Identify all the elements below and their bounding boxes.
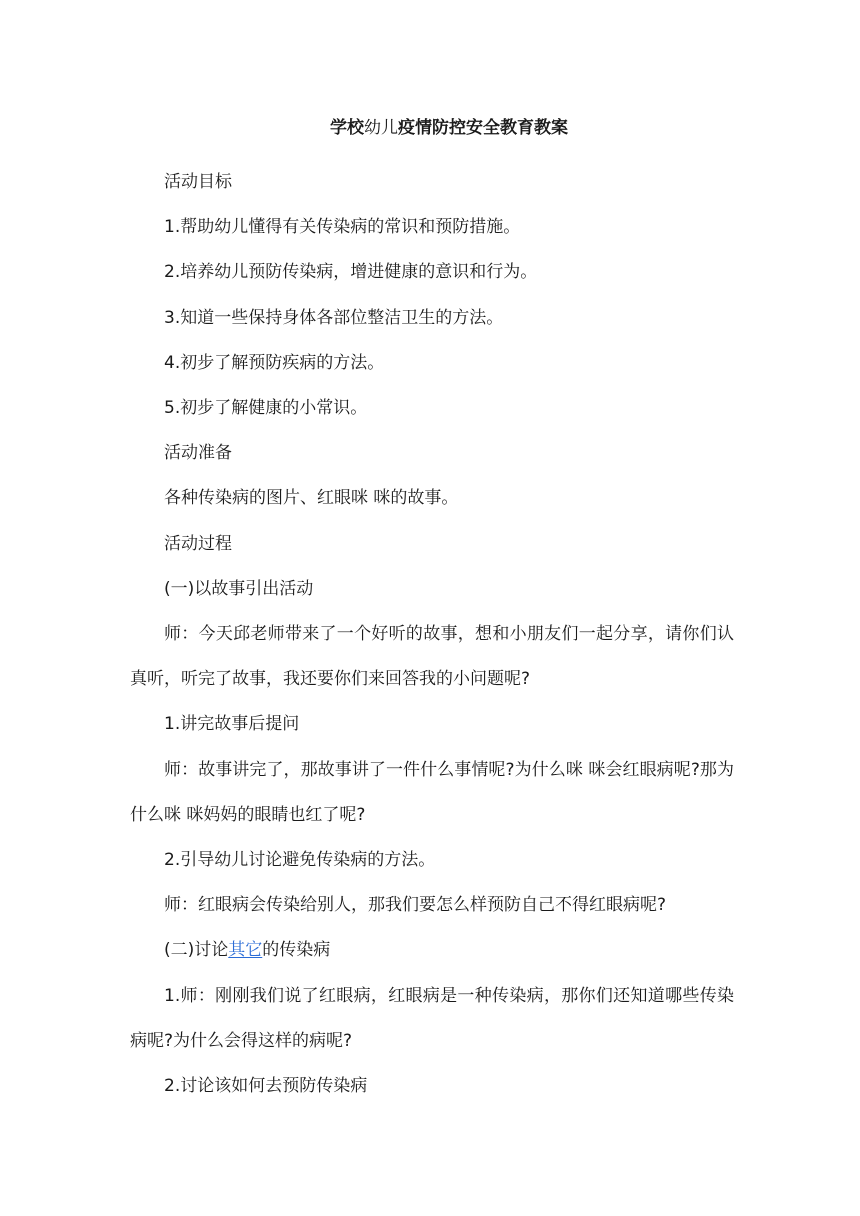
- goal-item-5: 5.初步了解健康的小常识。: [164, 398, 368, 419]
- goal-item-1: 1.帮助幼儿懂得有关传染病的常识和预防措施。: [164, 217, 521, 238]
- preparation-text: 各种传染病的图片、红眼咪 咪的故事。: [164, 488, 459, 509]
- goal-item-3: 3.知道一些保持身体各部位整洁卫生的方法。: [164, 307, 504, 328]
- heading-activity-preparation: 活动准备: [164, 443, 232, 464]
- goal-item-4: 4.初步了解预防疾病的方法。: [164, 352, 385, 373]
- goal-item-2: 2.培养幼儿预防传染病，增进健康的意识和行为。: [164, 262, 538, 283]
- document-body: [130, 160, 734, 1109]
- section-2-heading: [130, 928, 734, 973]
- title-part-2: 幼儿: [364, 118, 398, 138]
- teacher-other-diseases-paragraph: 1.师：刚刚我们说了红眼病，红眼病是一种传染病，那你们还知道哪些传染病呢?为什么会得这样的病呢?: [130, 985, 734, 1051]
- title-part-3: 疫情防控安全教育教案: [398, 118, 568, 138]
- section-2-link[interactable]: 其它: [228, 940, 263, 961]
- heading-activity-process: 活动过程: [164, 533, 232, 554]
- teacher-prevention-question: 师：红眼病会传染给别人，那我们要怎么样预防自己不得红眼病呢?: [164, 895, 667, 916]
- teacher-question-paragraph: 师：故事讲完了，那故事讲了一件什么事情呢?为什么咪 咪会红眼病呢?那为什么咪 咪妈妈的眼睛也红了呢?: [130, 759, 734, 825]
- section-1-heading: (一)以故事引出活动: [164, 578, 314, 599]
- prevention-discussion-item: 2.讨论该如何去预防传染病: [164, 1076, 368, 1097]
- heading-activity-goals: 活动目标: [164, 172, 232, 192]
- section-2-suffix: 的传染病: [262, 940, 331, 961]
- section-2-prefix: (二)讨论: [164, 940, 229, 961]
- step-2-discussion: 2.引导幼儿讨论避免传染病的方法。: [164, 850, 436, 871]
- title-part-1: 学校: [330, 118, 364, 138]
- page-title: [0, 116, 860, 140]
- step-1-question: 1.讲完故事后提问: [164, 714, 300, 735]
- teacher-intro-paragraph: 师：今天邱老师带来了一个好听的故事，想和小朋友们一起分享，请你们认真听，听完了故事，我还要你们来回答我的小问题呢?: [130, 624, 734, 690]
